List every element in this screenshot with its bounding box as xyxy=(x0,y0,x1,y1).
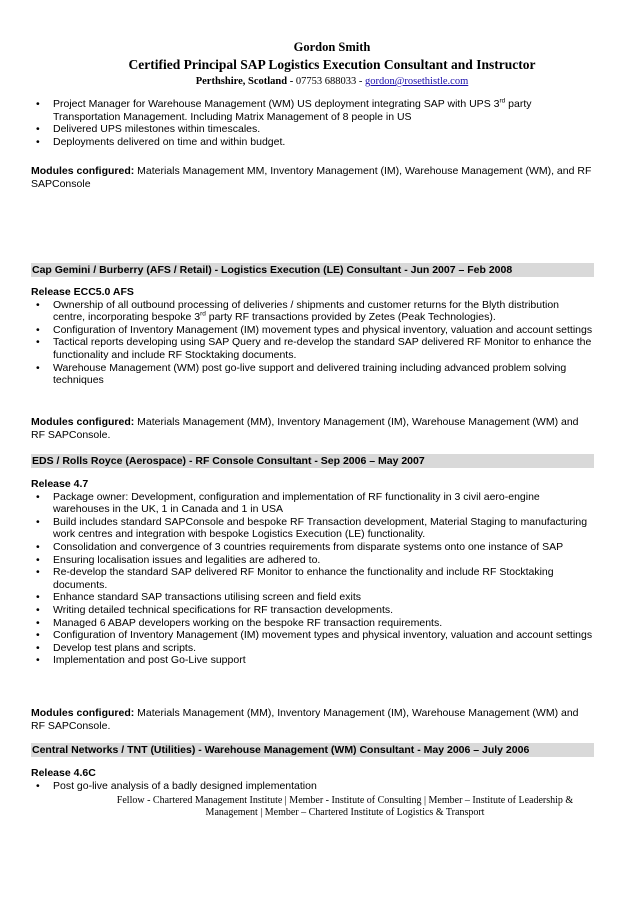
list-item: • Ensuring localisation issues and legalities are adhered to. xyxy=(31,554,593,567)
contact-line xyxy=(32,76,632,87)
list-item: • Build includes standard SAPConsole and bespoke RF Transaction development, Material Staging to manufacturing work centres and integration with bespoke Logistics Execution (LE) functionality. xyxy=(31,516,593,541)
list-item: • Develop test plans and scripts. xyxy=(31,642,593,655)
job-bullets xyxy=(31,491,593,667)
intro-modules: Modules configured: Materials Management MM, Inventory Management (IM), Warehouse Management (WM), and RF SAPConsole xyxy=(31,165,592,190)
location: Perthshire, Scotland - xyxy=(195,76,294,87)
job-bullets xyxy=(31,299,593,387)
candidate-title: Certified Principal SAP Logistics Execution Consultant and Instructor xyxy=(128,57,536,72)
list-item: • Post go-live analysis of a badly designed implementation xyxy=(31,780,593,793)
release-label: Release 4.6C xyxy=(31,767,96,779)
list-item: • Implementation and post Go-Live support xyxy=(31,654,593,667)
list-item: • Enhance standard SAP transactions utilising screen and field exits xyxy=(31,591,593,604)
list-item: • Deployments delivered on time and within budget. xyxy=(31,136,593,149)
job-modules: Modules configured: Materials Management (MM), Inventory Management (IM), Warehouse Management (WM) and RF SAPConsole. xyxy=(31,707,579,732)
list-item: • Ownership of all outbound processing of deliveries / shipments and customer returns for the Blyth distribution centre, incorporating bespoke 3rd party RF transactions provided by Zetes (Peak Technologies). xyxy=(31,299,593,324)
phone: 07753 688033 - xyxy=(295,76,363,87)
job-section xyxy=(31,478,593,667)
release-label: Release 4.7 xyxy=(31,478,89,490)
release-label: Release ECC5.0 AFS xyxy=(31,286,134,298)
list-item: • Managed 6 ABAP developers working on the bespoke RF transaction requirements. xyxy=(31,617,593,630)
list-item: • Project Manager for Warehouse Management (WM) US deployment integrating SAP with UPS 3rd party Transportation Management. Including Matrix Management of 8 people in US xyxy=(31,98,593,123)
footer-memberships: Fellow - Chartered Management Institute | Member - Institute of Consulting | Member – Institute of Leadership & Management | Member – Chartered Institute of Logistics & Transport xyxy=(116,795,574,818)
job-heading: Central Networks / TNT (Utilities) - Warehouse Management (WM) Consultant - May 2006 – July 2006 xyxy=(31,743,594,757)
list-item: • Package owner: Development, configuration and implementation of RF functionality in 3 civil aero-engine warehouses in the UK, 1 in Canada and 1 in USA xyxy=(31,491,593,516)
candidate-name: Gordon Smith xyxy=(293,40,371,54)
intro-section xyxy=(31,98,593,148)
intro-list xyxy=(31,98,593,148)
list-item: • Configuration of Inventory Management (IM) movement types and physical inventory, valuation and account settings xyxy=(31,629,593,642)
job-heading: Cap Gemini / Burberry (AFS / Retail) - Logistics Execution (LE) Consultant - Jun 2007 – Feb 2008 xyxy=(31,263,594,277)
job-section xyxy=(31,767,593,792)
email-link[interactable]: gordon@rosethistle.com xyxy=(364,76,469,87)
job-heading: EDS / Rolls Royce (Aerospace) - RF Console Consultant - Sep 2006 – May 2007 xyxy=(31,454,594,468)
list-item: • Tactical reports developing using SAP Query and re-develop the standard SAP delivered RF Monitor to enhance the functionality and include RF Stocktaking documents. xyxy=(31,336,593,361)
list-item: • Warehouse Management (WM) post go-live support and delivered training including advanced problem solving techniques xyxy=(31,362,593,387)
job-modules: Modules configured: Materials Management (MM), Inventory Management (IM), Warehouse Management (WM) and RF SAPConsole. xyxy=(31,416,579,441)
list-item: • Re-develop the standard SAP delivered RF Monitor to enhance the functionality and include RF Stocktaking documents. xyxy=(31,566,593,591)
list-item: • Configuration of Inventory Management (IM) movement types and physical inventory, valuation and account settings xyxy=(31,324,593,337)
job-section xyxy=(31,286,593,387)
job-bullets xyxy=(31,780,593,793)
list-item: • Consolidation and convergence of 3 countries requirements from disparate systems onto one instance of SAP xyxy=(31,541,593,554)
list-item: • Writing detailed technical specifications for RF transaction developments. xyxy=(31,604,593,617)
list-item: • Delivered UPS milestones within timescales. xyxy=(31,123,593,136)
